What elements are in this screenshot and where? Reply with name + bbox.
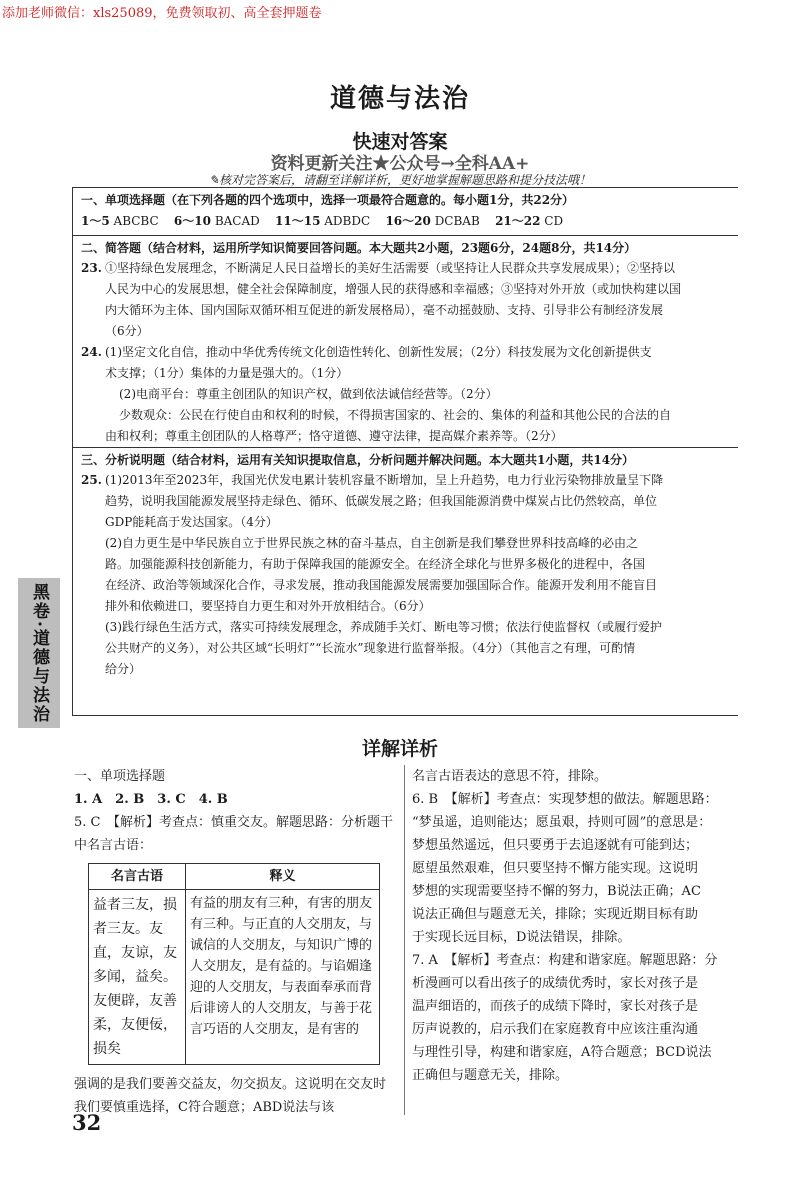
answers-1-4: 1. A 2. B 3. C 4. B (74, 792, 228, 807)
answer-line: 在经济、政治等领域深化合作，寻求发展，推动我国能源发展需要加强国际合作。能源开发利用不能盲目 (105, 578, 658, 592)
q6-line: 6. B 【解析】考查点：实现梦想的做法。解题思路： (412, 792, 718, 807)
left-column (74, 765, 396, 1119)
table-row (89, 890, 380, 1065)
q7-line: 厉声说教的，启示我们在家庭教育中应该注重沟通 (412, 1022, 699, 1037)
answer-line: 内大循环为主体、国内国际双循环相互促进的新发展格局），毫不动摇鼓励、支持、引导非公有制经济发展 (105, 303, 664, 317)
question-number: 23. (81, 261, 102, 275)
q7-line: 析漫画可以看出孩子的成绩优秀时，家长对孩子是 (412, 976, 699, 991)
page-title: 道德与法治 (329, 84, 470, 114)
question-24 (73, 342, 738, 447)
continuation-line: 名言古语表达的意思不符，排除。 (412, 769, 608, 784)
q6-line: 愿望虽然艰难，但只要坚持不懈方能实现。这说明 (412, 861, 699, 876)
q7-line: 与理性引导，构建和谐家庭，A符合题意；BCD说法 (412, 1045, 712, 1060)
answer-line: (3)践行绿色生活方式，落实可持续发展理念，养成随手关灯、断电等习惯；依法行使监督权（或履行爱护 (105, 620, 663, 634)
answer-line: GDP能耗高于发达国家。（4分） (105, 515, 278, 529)
q6-line: 说法正确但与题意无关，排除；实现近期目标有助 (412, 907, 699, 922)
answer-group: 6～10 BACAD (173, 214, 260, 228)
meaning-cell: 有益的朋友有三种，有害的朋友有三种。与正直的人交朋友，与诚信的人交朋友，与知识广博的人交朋友，是有益的。与谄媚逢迎的人交朋友，与表面奉承而背后诽谤人的人交朋友，与善于花言巧语的人交朋友，是有害的 (186, 890, 380, 1065)
answer-line: 路。加强能源科技创新能力，有助于保障我国的能源安全。在经济全球化与世界多极化的进程中，各国 (105, 557, 646, 571)
answer-line: ①坚持绿色发展理念，不断满足人民日益增长的美好生活需要（或坚持让人民群众共享发展成果）；②坚持以 (105, 261, 676, 275)
q6-line: 梦想的实现需要坚持不懈的努力，B说法正确；AC (412, 884, 701, 899)
promo-banner: 添加老师微信：xls25089，免费领取初、高全套押题卷 (2, 6, 322, 21)
answer-group: 1～5 ABCBC (81, 214, 159, 228)
answer-box (72, 187, 738, 716)
section3-heading: 三、分析说明题（结合材料，运用有关知识提取信息，分析问题并解决问题。本大题共1小题，共14分） (81, 453, 635, 467)
question-5-conclusion: 强调的是我们要善交益友，勿交损友。这说明在交友时我们要慎重选择，C符合题意；ABD说法与该 (74, 1077, 387, 1115)
column-divider (404, 765, 405, 1115)
question-25 (73, 470, 738, 680)
subtitle-note: 资料更新关注★公众号→全科AA+ (270, 154, 530, 174)
table-header: 释义 (186, 864, 380, 890)
answer-group: 11～15 ADBDC (275, 214, 371, 228)
answer-line: (2)自力更生是中华民族自立于世界民族之林的奋斗基点，自主创新是我们攀登世界科技高峰的必由之 (105, 536, 639, 550)
subtitle: 快速对答案 (352, 131, 448, 153)
answer-line: 由和权利；尊重主创团队的人格尊严；恪守道德、遵守法律，提高媒介素养等。（2分） (105, 429, 563, 443)
answer-line: 排外和依赖进口，要坚持自力更生和对外开放相结合。（6分） (105, 599, 431, 613)
hint-text: ✎核对完答案后，请翻至详解详析，更好地掌握解题思路和提分技法哦！ (208, 173, 592, 187)
answer-line: (1)坚定文化自信，推动中华优秀传统文化创造性转化、创新性发展；（2分）科技发展为文化创新提供支 (105, 345, 652, 359)
answer-line: 趋势，说明我国能源发展坚持走绿色、循环、低碳发展之路；但我国能源消费中煤炭占比仍然较高，单位 (105, 494, 658, 508)
section1-answers (73, 210, 738, 235)
answer-line: （6分） (105, 324, 149, 338)
side-tab: 黑卷·道德与法治 (18, 578, 60, 728)
answer-line: 人民为中心的发展思想，健全社会保障制度，增强人民的获得感和幸福感；③坚持对外开放（或加快构建以国 (105, 282, 682, 296)
answer-line: 少数观众：公民在行使自由和权利的时候，不得损害国家的、社会的、集体的利益和其他公民的合法的自 (119, 408, 672, 422)
section2-heading: 二、简答题（结合材料，运用所学知识简要回答问题。本大题共2小题，23题6分，24题8分，共14分） (81, 241, 637, 255)
detail-heading: 详解详析 (361, 738, 438, 760)
question-number: 24. (81, 345, 102, 359)
answer-line: (1)2013年至2023年，我国光伏发电累计装机容量不断增加，呈上升趋势，电力行业污染物排放量呈下降 (105, 473, 664, 487)
q6-line: 于实现长远目标，D说法错误，排除。 (412, 930, 631, 945)
answer-line: 公共财产的义务），对公共区域“长明灯”“长流水”现象进行监督举报。（4分）（其他言之有理，可酌情 (105, 641, 636, 655)
question-5-intro: 5. C 【解析】考查点：慎重交友。解题思路：分析题干中名言古语： (74, 815, 393, 853)
q7-line: 正确但与题意无关，排除。 (412, 1068, 569, 1083)
table-header: 名言古语 (89, 864, 186, 890)
answer-line: 术支撑；（1分）集体的力量是强大的。（1分） (105, 366, 349, 380)
question-23 (73, 258, 738, 342)
quotes-table (88, 863, 380, 1065)
right-column (412, 765, 730, 1087)
q6-line: “梦虽遥，追则能达；愿虽艰，持则可圆”的意思是： (412, 815, 712, 830)
question-number: 25. (81, 473, 102, 487)
page-number: 32 (72, 1110, 102, 1135)
section1-label: 一、单项选择题 (74, 769, 166, 784)
section1-heading: 一、单项选择题（在下列各题的四个选项中，选择一项最符合题意的。每小题1分，共22分） (81, 193, 575, 207)
answer-group: 21～22 CD (495, 214, 564, 228)
answer-line: (2)电商平台：尊重主创团队的知识产权，做到依法诚信经营等。（2分） (119, 387, 498, 401)
q7-line: 温声细语的，而孩子的成绩下降时，家长对孩子是 (412, 999, 699, 1014)
answer-line: 给分） (105, 662, 142, 676)
q6-line: 梦想虽然遥远，但只要勇于去追逐就有可能到达； (412, 838, 699, 853)
quote-cell: 益者三友，损者三友。友直，友谅，友多闻，益矣。友便辟，友善柔，友便佞，损矣 (89, 890, 186, 1065)
answer-group: 16～20 DCBAB (385, 214, 480, 228)
q7-line: 7. A 【解析】考查点：构建和谐家庭。解题思路：分 (412, 953, 718, 968)
pencil-icon: ✎ (208, 173, 220, 187)
